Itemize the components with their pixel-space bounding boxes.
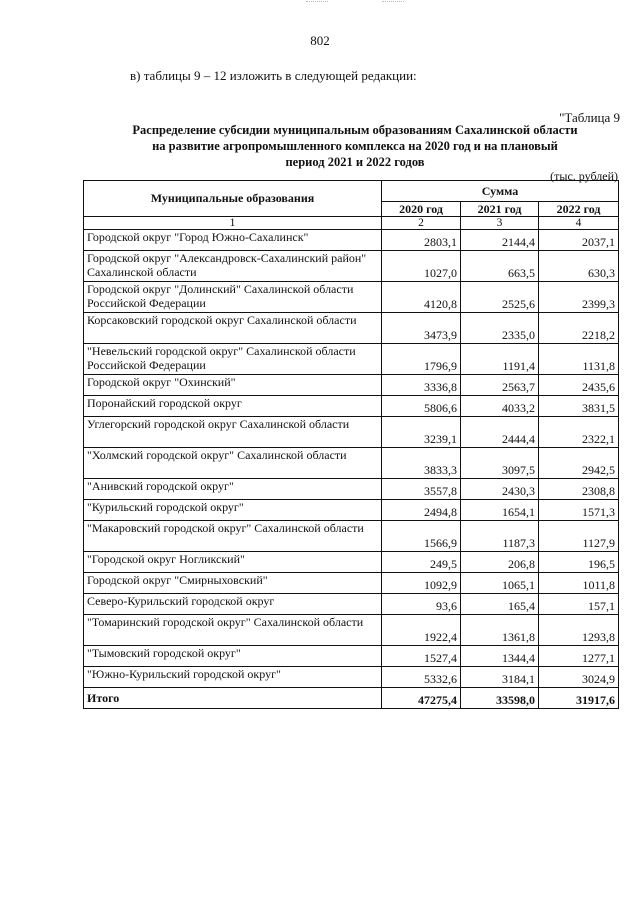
table-row xyxy=(84,667,619,688)
table-row xyxy=(84,230,619,251)
table-row xyxy=(84,552,619,573)
table-row xyxy=(84,479,619,500)
total-2021: 33598,0 xyxy=(461,688,539,709)
value-2022: 2399,3 xyxy=(539,282,619,313)
title-line: Распределение субсидии муниципальным образованиям Сахалинской области xyxy=(132,123,578,137)
scan-mark xyxy=(306,1,328,2)
value-2021: 1344,4 xyxy=(461,646,539,667)
value-2020: 1027,0 xyxy=(382,251,461,282)
value-2021: 1654,1 xyxy=(461,500,539,521)
value-2022: 1127,9 xyxy=(539,521,619,552)
value-2022: 3831,5 xyxy=(539,396,619,417)
total-row xyxy=(84,688,619,709)
header-year-2022: 2022 год xyxy=(539,202,619,217)
total-2020: 47275,4 xyxy=(382,688,461,709)
value-2021: 206,8 xyxy=(461,552,539,573)
value-2020: 1922,4 xyxy=(382,615,461,646)
column-index: 2 xyxy=(382,217,461,230)
municipality-name: "Городской округ Ногликский" xyxy=(84,552,382,573)
header-municipality: Муниципальные образования xyxy=(84,181,382,217)
value-2021: 1191,4 xyxy=(461,344,539,375)
header-sum: Сумма xyxy=(382,181,619,202)
value-2022: 1011,8 xyxy=(539,573,619,594)
value-2021: 165,4 xyxy=(461,594,539,615)
column-index: 4 xyxy=(539,217,619,230)
municipality-name: "Томаринский городской округ" Сахалинской области xyxy=(84,615,382,646)
table-row xyxy=(84,375,619,396)
column-index: 1 xyxy=(84,217,382,230)
title-line: на развитие агропромышленного комплекса на 2020 год и на плановый xyxy=(152,139,558,153)
table-row xyxy=(84,521,619,552)
table-label: "Таблица 9 xyxy=(559,110,620,125)
header-year-2020: 2020 год xyxy=(382,202,461,217)
value-2021: 2430,3 xyxy=(461,479,539,500)
value-2021: 1361,8 xyxy=(461,615,539,646)
value-2020: 5806,6 xyxy=(382,396,461,417)
value-2020: 3557,8 xyxy=(382,479,461,500)
value-2021: 2144,4 xyxy=(461,230,539,251)
value-2022: 157,1 xyxy=(539,594,619,615)
value-2021: 663,5 xyxy=(461,251,539,282)
value-2020: 1796,9 xyxy=(382,344,461,375)
table-row xyxy=(84,282,619,313)
municipality-name: Углегорский городской округ Сахалинской области xyxy=(84,417,382,448)
value-2022: 1293,8 xyxy=(539,615,619,646)
value-2021: 2444,4 xyxy=(461,417,539,448)
value-2020: 1566,9 xyxy=(382,521,461,552)
value-2021: 2563,7 xyxy=(461,375,539,396)
value-2020: 4120,8 xyxy=(382,282,461,313)
value-2022: 2218,2 xyxy=(539,313,619,344)
table-row xyxy=(84,396,619,417)
value-2022: 2037,1 xyxy=(539,230,619,251)
municipality-name: "Южно-Курильский городской округ" xyxy=(84,667,382,688)
value-2021: 4033,2 xyxy=(461,396,539,417)
municipality-name: Корсаковский городской округ Сахалинской области xyxy=(84,313,382,344)
municipality-name: "Анивский городской округ" xyxy=(84,479,382,500)
municipality-name: "Тымовский городской округ" xyxy=(84,646,382,667)
table-row xyxy=(84,313,619,344)
value-2020: 3473,9 xyxy=(382,313,461,344)
subsidy-table xyxy=(83,180,619,709)
table-row xyxy=(84,573,619,594)
value-2020: 2494,8 xyxy=(382,500,461,521)
value-2020: 3833,3 xyxy=(382,448,461,479)
scan-mark xyxy=(382,1,404,2)
municipality-name: Городской округ "Долинский" Сахалинской области Российской Федерации xyxy=(84,282,382,313)
value-2022: 196,5 xyxy=(539,552,619,573)
table-row xyxy=(84,448,619,479)
table-row xyxy=(84,594,619,615)
value-2022: 2308,8 xyxy=(539,479,619,500)
municipality-name: "Невельский городской округ" Сахалинской области Российской Федерации xyxy=(84,344,382,375)
value-2022: 2322,1 xyxy=(539,417,619,448)
municipality-name: Поронайский городской округ xyxy=(84,396,382,417)
page-number: 802 xyxy=(310,33,330,48)
table-row xyxy=(84,417,619,448)
column-index: 3 xyxy=(461,217,539,230)
value-2022: 1571,3 xyxy=(539,500,619,521)
municipality-name: Северо-Курильский городской округ xyxy=(84,594,382,615)
value-2022: 3024,9 xyxy=(539,667,619,688)
total-label: Итого xyxy=(84,688,382,709)
value-2020: 5332,6 xyxy=(382,667,461,688)
table-body xyxy=(84,230,619,688)
value-2021: 2335,0 xyxy=(461,313,539,344)
table-row xyxy=(84,646,619,667)
municipality-name: "Курильский городской округ" xyxy=(84,500,382,521)
value-2021: 1065,1 xyxy=(461,573,539,594)
value-2020: 1092,9 xyxy=(382,573,461,594)
municipality-name: Городской округ "Город Южно-Сахалинск" xyxy=(84,230,382,251)
municipality-name: Городской округ "Охинский" xyxy=(84,375,382,396)
municipality-name: "Макаровский городской округ" Сахалинской области xyxy=(84,521,382,552)
value-2021: 2525,6 xyxy=(461,282,539,313)
value-2020: 2803,1 xyxy=(382,230,461,251)
value-2021: 3184,1 xyxy=(461,667,539,688)
header-year-2021: 2021 год xyxy=(461,202,539,217)
value-2022: 1277,1 xyxy=(539,646,619,667)
unit-label: (тыс. рублей) xyxy=(550,169,618,183)
total-2022: 31917,6 xyxy=(539,688,619,709)
value-2020: 1527,4 xyxy=(382,646,461,667)
value-2022: 2435,6 xyxy=(539,375,619,396)
value-2020: 3336,8 xyxy=(382,375,461,396)
table-row xyxy=(84,500,619,521)
value-2022: 2942,5 xyxy=(539,448,619,479)
table-title xyxy=(95,122,615,170)
value-2020: 249,5 xyxy=(382,552,461,573)
table-row xyxy=(84,615,619,646)
table-row xyxy=(84,251,619,282)
intro-text: в) таблицы 9 – 12 изложить в следующей редакции: xyxy=(130,68,417,83)
title-line: период 2021 и 2022 годов xyxy=(285,155,425,169)
municipality-name: "Холмский городской округ" Сахалинской области xyxy=(84,448,382,479)
municipality-name: Городской округ "Смирныховский" xyxy=(84,573,382,594)
municipality-name: Городской округ "Александровск-Сахалинский район" Сахалинской области xyxy=(84,251,382,282)
value-2021: 1187,3 xyxy=(461,521,539,552)
value-2020: 3239,1 xyxy=(382,417,461,448)
value-2022: 1131,8 xyxy=(539,344,619,375)
table-row xyxy=(84,344,619,375)
value-2021: 3097,5 xyxy=(461,448,539,479)
value-2020: 93,6 xyxy=(382,594,461,615)
value-2022: 630,3 xyxy=(539,251,619,282)
